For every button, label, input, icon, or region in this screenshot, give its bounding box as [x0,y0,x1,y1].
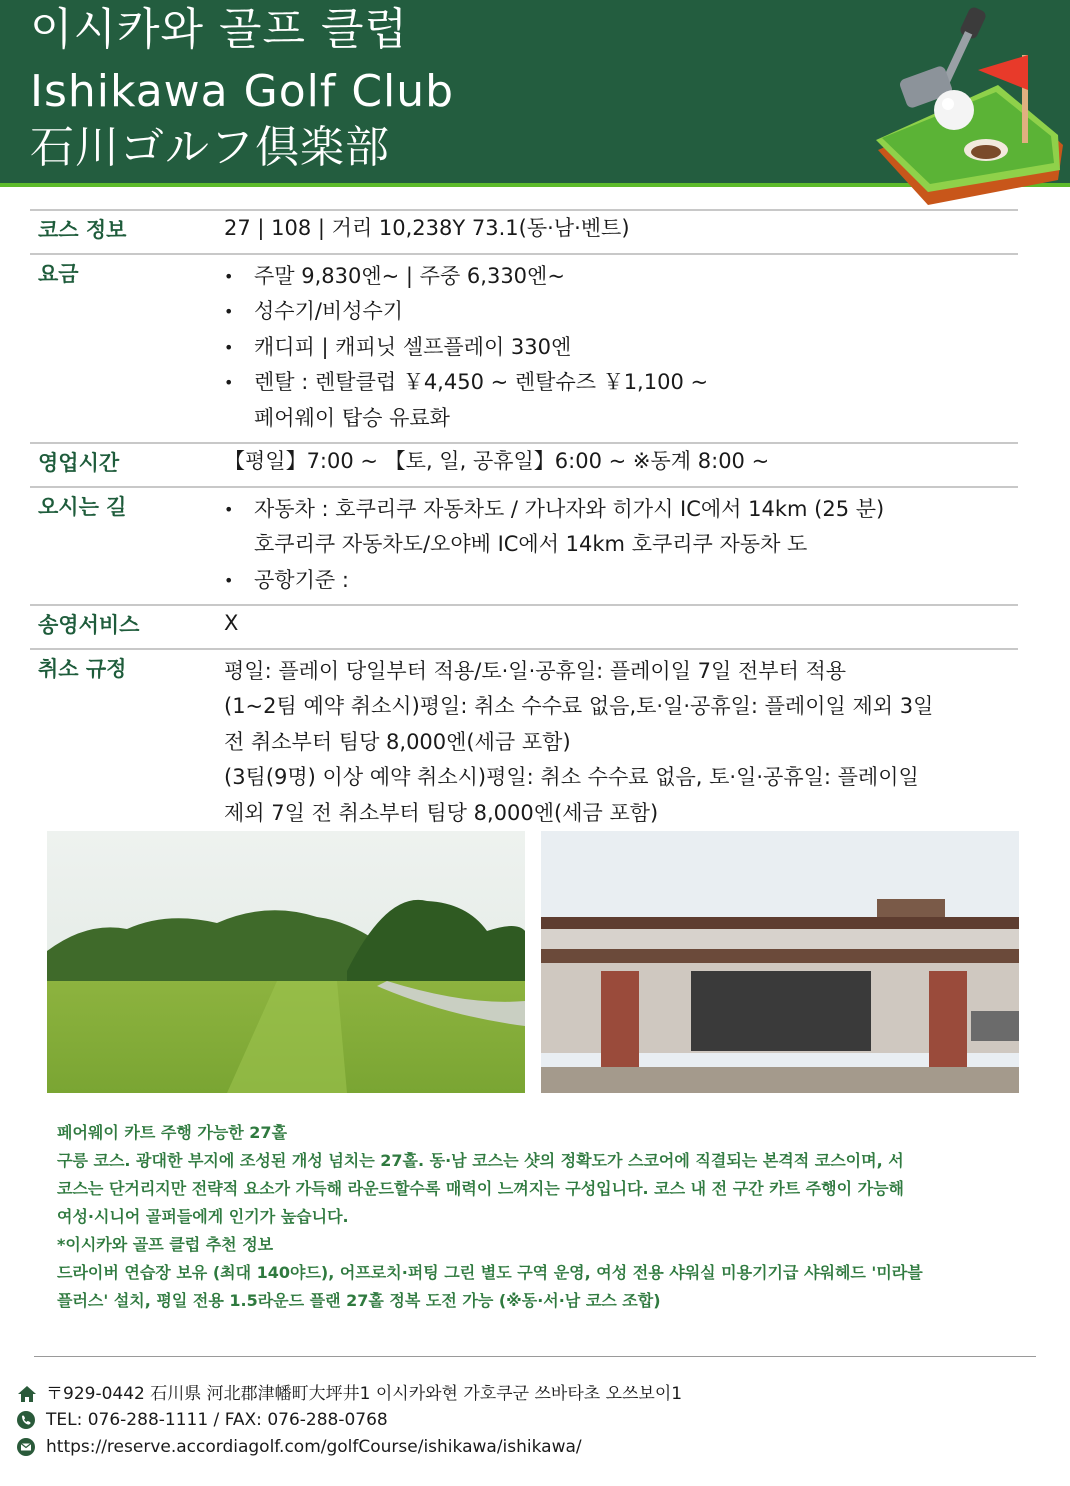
desc-line: 페어웨이 카트 주행 가능한 27홀 [57,1123,288,1142]
fee-item: • 렌탈 : 렌탈클럽 ￥4,450 ~ 렌탈슈즈 ￥1,100 ~ [224,365,1018,401]
golf-course-icon [868,0,1068,210]
row-hours [30,442,1018,486]
value-cancel [212,650,1018,838]
desc-line: 코스는 단거리지만 전략적 요소가 가득해 라운드할수록 매력이 느껴지는 구성입니다. 코스 내 전 구간 카트 주행이 가능해 [57,1179,904,1198]
title-english: Ishikawa Golf Club [30,66,455,117]
fee-item: • 주말 9,830엔~ | 주중 6,330엔~ [224,259,1018,295]
address-text: 〒929-0442 石川県 河北郡津幡町大坪井1 이시카와현 가호쿠군 쓰바타초 오쓰보이1 [46,1384,683,1404]
direction-airport: • 공항기준 : [224,563,1018,599]
label-shuttle: 송영서비스 [38,613,140,637]
desc-line: 구릉 코스. 광대한 부지에 조성된 개성 넘치는 27홀. 동·남 코스는 샷의 정확도가 스코어에 직결되는 본격적 코스이며, 서 [57,1151,904,1170]
url-row [16,1435,1016,1459]
fee-item: • 성수기/비성수기 [224,294,1018,330]
website-link[interactable]: https://reserve.accordiagolf.com/golfCourse/ishikawa/ishikawa/ [46,1437,582,1457]
title-korean: 이시카와 골프 클럽 [30,4,409,55]
address-row [16,1382,1016,1406]
fairway-photo [47,831,525,1093]
value-hours: 【평일】7:00 ~ 【토, 일, 공휴일】6:00 ~ ※동계 8:00 ~ [224,449,770,473]
desc-line: 드라이버 연습장 보유 (최대 140야드), 어프로치·퍼팅 그린 별도 구역 운영, 여성 전용 샤워실 미용기기급 샤워헤드 '미라블 [57,1263,923,1282]
phone-text: TEL: 076-288-1111 / FAX: 076-288-0768 [46,1410,388,1430]
cancel-line: 평일: 플레이 당일부터 적용/토·일·공휴일: 플레이일 7일 전부터 적용 [224,658,847,683]
value-course-info: 27 | 108 | 거리 10,238Y 73.1(동·남·벤트) [224,216,630,240]
label-directions: 오시는 길 [38,494,127,519]
value-fees [212,255,1018,443]
direction-car-cont: 호쿠리쿠 자동차도/오야베 IC에서 14km 호쿠리쿠 자동차 도 [254,532,808,556]
cancel-line: (1~2팀 예약 취소시)평일: 취소 수수료 없음,토·일·공휴일: 플레이일 제외 3일 [224,694,934,718]
value-shuttle: X [224,611,239,635]
title-japanese: 石川ゴルフ倶楽部 [30,122,390,173]
clubhouse-photo [541,831,1019,1093]
desc-line: *이시카와 골프 클럽 추천 정보 [57,1235,274,1254]
cancel-line: 전 취소부터 팀당 8,000엔(세금 포함) [224,729,571,754]
label-course-info: 코스 정보 [38,218,127,242]
direction-car-text: 자동차 : 호쿠리쿠 자동차도 / 가나자와 히가시 IC에서 14km (25 분) [254,496,885,521]
label-fees: 요금 [38,261,79,286]
cancel-line: 제외 7일 전 취소부터 팀당 8,000엔(세금 포함) [224,800,659,825]
phone-row [16,1408,1016,1432]
row-shuttle [30,604,1018,648]
desc-line: 여성·시니어 골퍼들에게 인기가 높습니다. [57,1207,349,1226]
course-description [57,1119,1042,1315]
row-directions [30,486,1018,605]
row-cancel [30,648,1018,838]
label-cancel: 취소 규정 [38,656,127,681]
footer-divider [34,1356,1036,1357]
row-course-info [30,209,1018,253]
direction-car [224,492,1018,563]
fee-continuation: 페어웨이 탑승 유료화 [254,405,450,430]
email-icon [16,1437,38,1457]
cancel-line: (3팀(9명) 이상 예약 취소시)평일: 취소 수수료 없음, 토·일·공휴일: 플레이일 [224,765,919,789]
desc-line: 플러스' 설치, 평일 전용 1.5라운드 플랜 27홀 정복 도전 가능 (※동·서·남 코스 조합) [57,1291,661,1310]
label-hours: 영업시간 [38,451,120,475]
course-info-table [30,209,1018,837]
home-icon [16,1384,38,1404]
row-fees [30,253,1018,443]
phone-icon [16,1410,38,1430]
value-directions [212,488,1018,605]
fee-item: • 캐디피 | 캐피닛 셀프플레이 330엔 [224,330,1018,366]
